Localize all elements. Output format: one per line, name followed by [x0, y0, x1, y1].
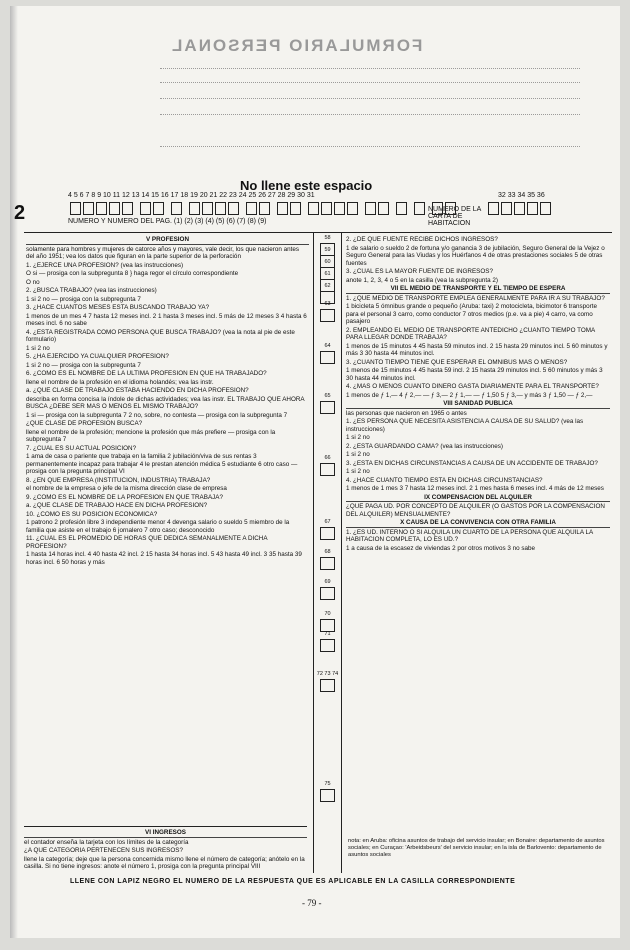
question-item: 1. ¿QUE MEDIO DE TRANSPORTE EMPLEA GENERALMENTE PARA IR A SU TRABAJO?	[346, 294, 605, 302]
answer-box[interactable]	[320, 401, 335, 414]
answer-box-column	[314, 233, 342, 873]
code-box[interactable]	[96, 202, 107, 215]
code-box[interactable]	[414, 202, 425, 215]
code-box[interactable]	[514, 202, 525, 215]
code-box[interactable]	[228, 202, 239, 215]
question-item: 4. ¿MAS O MENOS CUANTO DINERO GASTA DIARIAMENTE PARA EL TRANSPORTE?	[346, 383, 599, 390]
code-boxes-right[interactable]	[488, 202, 551, 215]
footer-instruction: LLENE CON LAPIZ NEGRO EL NUMERO DE LA RESPUESTA QUE ES APLICABLE EN LA CASILLA CORRESPONDIENTE	[70, 878, 516, 885]
question-item: el nombre de la empresa o jefe de la misma dirección clase de empresa	[26, 485, 227, 492]
question-item: 1 hasta 14 horas incl. 4 40 hasta 42 incl. 2 15 hasta 34 horas incl. 5 43 hasta 49 incl. 3 35 hasta 39 horas incl. 6 50 horas y más	[26, 551, 302, 566]
faint-line	[160, 98, 580, 104]
code-box[interactable]	[277, 202, 288, 215]
question-item: 6. ¿COMO ES EL NOMBRE DE LA ULTIMA PROFESION EN QUE HA TRABAJADO?	[26, 370, 267, 377]
question-item: 1 patrono 2 profesión libre 3 independiente menor 4 devenga salario o sueldo 5 miembro de la familia que asiste en el trabajo 6 jornalero 7 otro caso; desconocido	[26, 519, 290, 534]
answer-box-number: 69	[324, 579, 331, 585]
code-box[interactable]	[432, 202, 443, 215]
answer-box-number: 65	[324, 393, 331, 399]
question-item: el contador enseña la tarjeta con los límites de la categoría	[24, 838, 189, 846]
ingresos-section	[24, 826, 307, 872]
code-box[interactable]	[347, 202, 358, 215]
answer-box-number: 58	[324, 235, 331, 241]
code-box[interactable]	[321, 202, 332, 215]
answer-box-number: 60	[324, 259, 331, 265]
answer-box-number: 67	[324, 519, 331, 525]
answer-box[interactable]	[320, 351, 335, 364]
question-item: 4. ¿ESTA REGISTRADA COMO PERSONA QUE BUSCA TRABAJO? (vea la nota al pie de este formulario)	[26, 328, 295, 343]
answer-box-number: 63	[324, 301, 331, 307]
code-box[interactable]	[540, 202, 551, 215]
question-item: 1 a causa de la escasez de viviendas 2 por otros motivos 3 no sabe	[346, 544, 536, 552]
question-item: anote 1, 2, 3, 4 o 5 en la casilla (vea la subpregunta 2)	[346, 276, 498, 284]
code-box[interactable]	[378, 202, 389, 215]
code-box[interactable]	[308, 202, 319, 215]
question-item: 1 si 2 no — prosiga con la subpregunta 7	[26, 295, 141, 303]
question-item: 1 si — prosiga con la subpregunta 7 2 no, sobre, no contesta — prosiga con la subpregunta 7	[26, 411, 288, 419]
answer-box[interactable]	[320, 463, 335, 476]
answer-box[interactable]	[320, 789, 335, 802]
question-item: 1 si 2 no	[346, 451, 370, 458]
page-number: - 79 -	[302, 898, 322, 908]
question-item: ¿A QUE CATEGORIA PERTENECEN SUS INGRESOS?	[24, 847, 183, 854]
answer-box[interactable]	[320, 587, 335, 600]
section-heading: VIII SANIDAD PUBLICA	[346, 400, 610, 409]
answer-box-number: 59	[324, 247, 331, 253]
question-item: 3. ¿CUANTO TIEMPO TIENE QUE ESPERAR EL OMNIBUS MAS O MENOS?	[346, 358, 568, 366]
question-item: 7. ¿CUAL ES SU ACTUAL POSICION?	[26, 444, 137, 452]
answer-box[interactable]	[320, 639, 335, 652]
question-item: O no	[26, 278, 40, 286]
question-item: 1 ama de casa o pariente que trabaja en la familia 2 jubilación/viva de sus rentas 3 permanentemente incapaz para trabajar 4 le prestan atención médica 5 estudiante 6 otro caso — prosiga con la pregunta principal VI	[26, 453, 298, 475]
section-heading: V PROFESION	[26, 236, 309, 245]
faint-line	[160, 146, 580, 152]
question-item: O si — prosiga con la subpregunta 8 } haga regor el círculo correspondiente	[26, 270, 239, 277]
code-box[interactable]	[445, 202, 456, 215]
code-numbers: 4 5 6 7 8 9 10 11 12 13 14 15 16 17 18 19 20 21 22 23 24 25 26 27 28 29 30 31	[68, 192, 315, 199]
question-item: las personas que nacieron en 1965 o antes	[346, 409, 467, 417]
section-heading: X CAUSA DE LA CONVIVENCIA CON OTRA FAMILIA	[346, 519, 610, 528]
footnote: nota: en Aruba: oficina asuntos de trabajo del servicio insular; en Bonaire: departamento de asuntos sociales; en Curaçao: 'Arbeidsbeurs' del servicio insular; en la isla de Barlovento: departamento de asuntos sociales	[348, 838, 605, 858]
question-item: 2. ¿DE QUE FUENTE RECIBE DICHOS INGRESOS?	[346, 236, 498, 243]
question-item: 1 menos de 1 mes 3 7 hasta 12 meses incl. 2 1 mes hasta 6 meses incl. 4 más de 12 meses	[346, 485, 604, 492]
code-box[interactable]	[122, 202, 133, 215]
question-item: 1 bicicleta 5 ómnibus grande o pequeño (Aruba: taxi) 2 motocicleta, bicimotor 6 transporte para el personal 3 carro, como conductor 7 otros medios (p.e. va a pie) 4 carro, va como pasajero	[346, 303, 597, 325]
question-item: 9. ¿COMO ES EL NOMBRE DE LA PROFESION EN QUE TRABAJA?	[26, 493, 223, 501]
code-box[interactable]	[290, 202, 301, 215]
code-box[interactable]	[334, 202, 345, 215]
code-box[interactable]	[527, 202, 538, 215]
answer-box-number: 64	[324, 343, 331, 349]
faint-line	[160, 82, 580, 88]
answer-box-number: 70	[324, 611, 331, 617]
question-item: a. ¿QUE CLASE DE TRABAJO HACE EN DICHA PROFESION?	[26, 502, 208, 509]
question-item: llene el nombre de la profesión; mencione la profesión que más prefiere — prosiga con la subpregunta 7	[26, 428, 276, 443]
code-box[interactable]	[365, 202, 376, 215]
question-item: 10. ¿COMO ES SU POSICION ECONOMICA?	[26, 510, 158, 518]
question-item: 1. ¿EJERCE UNA PROFESION? (vea las instrucciones)	[26, 261, 184, 269]
question-item: 1. ¿ES PERSONA QUE NECESITA ASISTENCIA A CAUSA DE SU SALUD? (vea las instrucciones)	[346, 418, 584, 433]
code-box[interactable]	[202, 202, 213, 215]
form-header	[10, 6, 620, 158]
question-item: 8. ¿EN QUE EMPRESA (INSTITUCION, INDUSTRIA) TRABAJA?	[26, 476, 211, 484]
left-number: 2	[14, 202, 26, 224]
question-item: 2. ¿ESTA GUARDANDO CAMA? (vea las instrucciones)	[346, 442, 503, 450]
question-item: 3. ¿ESTA EN DICHAS CIRCUNSTANCIAS A CAUSA DE UN ACCIDENTE DE TRABAJO?	[346, 459, 598, 467]
answer-box[interactable]	[320, 309, 335, 322]
right-column	[342, 233, 612, 873]
question-item: ¿QUE PAGA UD. POR CONCEPTO DE ALQUILER (O GASTOS POR LA COMPENSACION DEL ALQUILER) MENSUALMENTE?	[346, 503, 605, 518]
code-box[interactable]	[153, 202, 164, 215]
answer-box-number: 68	[324, 549, 331, 555]
code-box[interactable]	[83, 202, 94, 215]
question-item: 2. EMPLEANDO EL MEDIO DE TRANSPORTE ANTEDICHO ¿CUANTO TIEMPO TOMA PARA LLEGAR DONDE TRABAJA?	[346, 326, 595, 341]
code-numbers-right: 32 33 34 35 36	[498, 192, 545, 199]
question-item: 11. ¿CUAL ES EL PROMEDIO DE HORAS QUE DEDICA SEMANALMENTE A DICHA PROFESION?	[26, 535, 268, 550]
code-box[interactable]	[215, 202, 226, 215]
question-item: 3. ¿HACE CUANTOS MESES ESTA BUSCANDO TRABAJO YA?	[26, 304, 210, 311]
question-item: 5. ¿HA EJERCIDO YA CUALQUIER PROFESION?	[26, 353, 169, 360]
code-labels: NUMERO Y NUMERO DEL PAG. (1) (2) (3) (4) (5) (6) (7) (8) (9)	[68, 218, 267, 225]
code-box[interactable]	[189, 202, 200, 215]
code-box[interactable]	[171, 202, 182, 215]
answer-box[interactable]	[320, 679, 335, 692]
code-box[interactable]	[70, 202, 81, 215]
question-item: 1 menos de ƒ 1,— 4 ƒ 2,— — ƒ 3,— 2 ƒ 1,— — ƒ 1,50 5 ƒ 3,— y más 3 ƒ 1,50 — ƒ 2,—	[346, 391, 593, 399]
answer-box-number: 71	[324, 631, 331, 637]
code-box[interactable]	[488, 202, 499, 215]
question-item: 1 si 2 no	[26, 344, 50, 352]
section-heading: IX COMPENSACION DEL ALQUILER	[346, 494, 610, 503]
question-item: ¿QUE CLASE DE PROFESION BUSCA?	[26, 420, 143, 427]
faint-line	[160, 68, 580, 74]
question-item: 2. ¿BUSCA TRABAJO? (vea las instrucciones)	[26, 287, 157, 294]
census-form-page	[10, 6, 620, 938]
question-item: 3. ¿CUAL ES LA MAYOR FUENTE DE INGRESOS?	[346, 268, 493, 275]
section-heading: VI INGRESOS	[24, 829, 307, 838]
code-box[interactable]	[246, 202, 257, 215]
question-columns	[24, 232, 612, 873]
answer-box-number: 62	[324, 283, 331, 289]
question-item: llene el nombre de la profesión en el idioma holandés; vea las instr.	[26, 378, 214, 386]
bleed-through-title: FORMULARIO PERSONAL	[170, 36, 423, 55]
code-box[interactable]	[501, 202, 512, 215]
answer-box-number: 61	[324, 271, 331, 277]
question-item: 1 si 2 no	[346, 468, 370, 475]
code-box[interactable]	[259, 202, 270, 215]
faint-line	[160, 114, 580, 120]
question-item: 1. ¿ES UD. INTERNO O SI ALQUILA UN CUARTO DE LA PERSONA QUE ALQUILA LA HABITACION COMPLETA, LO ES UD.?	[346, 528, 593, 543]
question-item: 1 si 2 no — prosiga con la subpregunta 7	[26, 361, 141, 369]
page-title: No llene este espacio	[240, 178, 373, 193]
question-item: 1 menos de 15 minutos 4 45 hasta 59 incl. 2 15 hasta 29 minutos incl. 5 60 minutos y más 3 30 hasta 44 minutos incl.	[346, 367, 603, 382]
question-item: llene la categoría; deje que la persona concernida mismo llene el número de categoría; anótelo en la casilla. Si no tiene ingresos: anote el número 1, prosiga con la pregunta principal VIII	[24, 855, 305, 870]
answer-box[interactable]	[320, 527, 335, 540]
question-item: a. ¿QUE CLASE DE TRABAJO ESTABA HACIENDO EN DICHA PROFESION?	[26, 387, 249, 394]
question-item: 1 de salario o sueldo 2 de fortuna y/o ganancia 3 de jubilación, Seguro General de la Vejez o Seguro General para las Viudas y los Huérfanos 4 de otras prestaciones sociales 5 de otras fuentes	[346, 244, 605, 267]
question-item: 1 menos de un mes 4 7 hasta 12 meses incl. 2 1 hasta 3 meses incl. 5 más de 12 meses 3 4 hasta 6 meses incl. 6 no sabe	[26, 312, 307, 327]
code-label-right: NUMERO DE LA CARTA DE HABITACION	[428, 206, 481, 227]
question-item: 4. ¿HACE CUANTO TIEMPO ESTA EN DICHAS CIRCUNSTANCIAS?	[346, 476, 543, 484]
answer-box-number: 72 73 74	[316, 671, 339, 677]
code-box[interactable]	[140, 202, 151, 215]
answer-box-number: 66	[324, 455, 331, 461]
question-item: 1 si 2 no	[346, 434, 370, 441]
answer-box-number: 75	[324, 781, 331, 787]
question-item: 1 menos de 15 minutos 4 45 hasta 59 minutos incl. 2 15 hasta 29 minutos incl. 5 60 minutos y más 3 30 hasta 44 minutos incl.	[346, 342, 608, 357]
left-column	[24, 233, 314, 873]
code-box[interactable]	[396, 202, 407, 215]
question-item: solamente para hombres y mujeres de catorce años y mayores, vale decir, los que nacieron antes del año 1951; vea los datos que figuran en la parte superior de la perforación	[26, 245, 300, 260]
code-box[interactable]	[109, 202, 120, 215]
question-item: describa en forma concisa la índole de dichas actividades; vea las instr. EL TRABAJO QUE AHORA BUSCA ¿DEBE SER MAS O MENOS EL MISMO TRABAJO?	[26, 395, 305, 410]
section-heading: VII EL MEDIO DE TRANSPORTE Y EL TIEMPO DE ESPERA	[346, 285, 610, 294]
code-boxes[interactable]	[70, 202, 456, 215]
answer-box[interactable]	[320, 557, 335, 570]
